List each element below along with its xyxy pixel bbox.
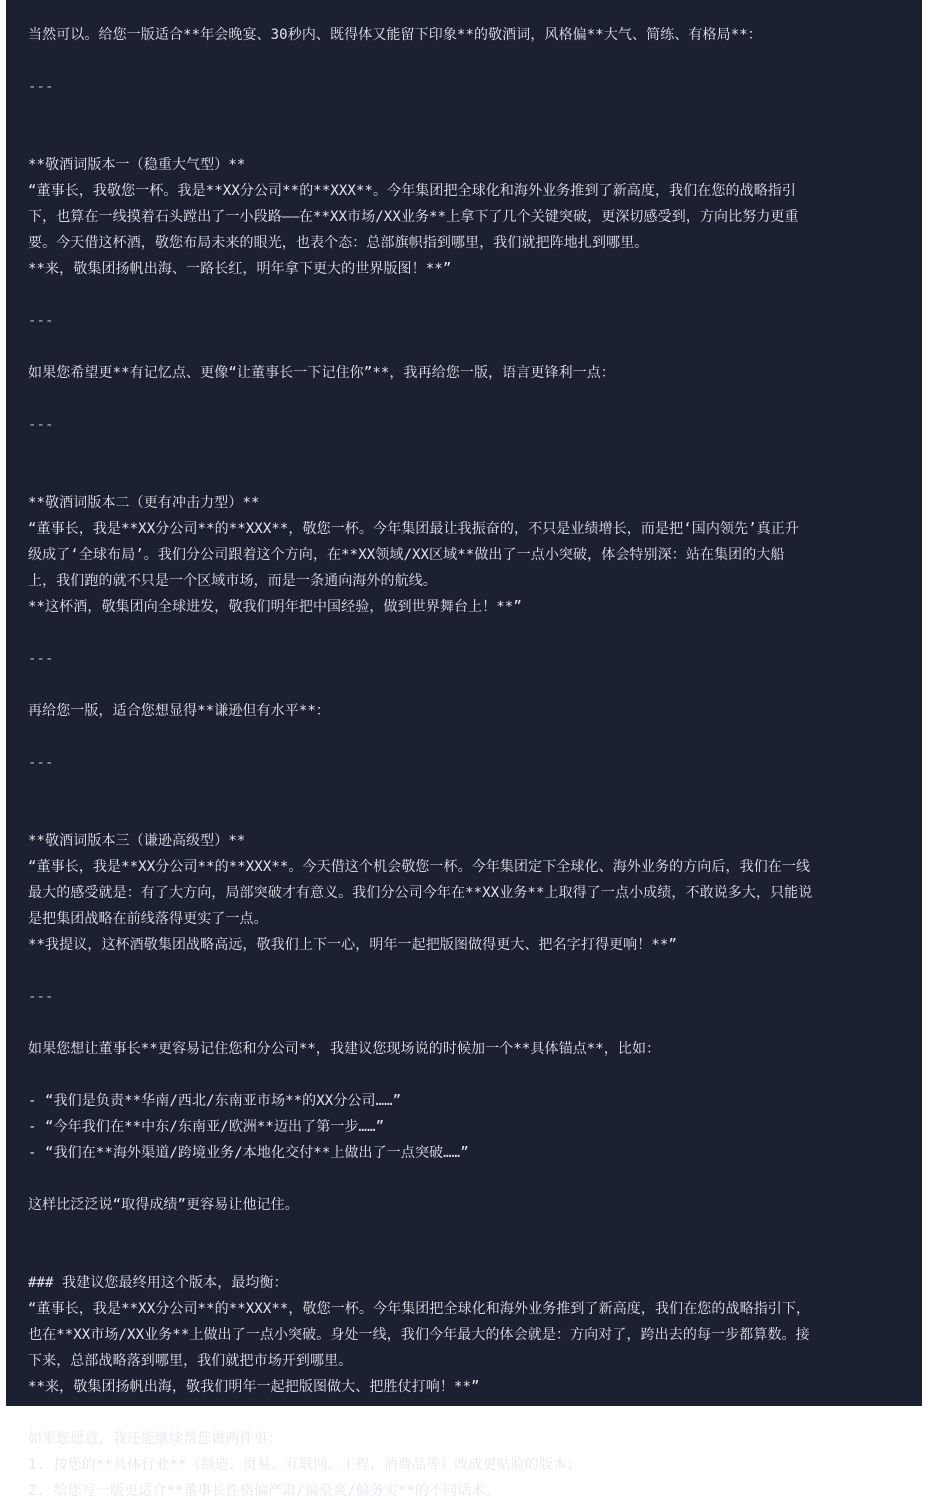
anchor-intro: 如果您想让董事长**更容易记住您和分公司**，我建议您现场说的时候加一个**具体锚点**，比如：	[28, 1041, 661, 1057]
v1-line: “董事长，我敬您一杯。我是**XX分公司**的**XXX**。今年集团把全球化和海外业务推到了新高度，我们在您的战略指引	[28, 183, 796, 199]
v2-line: “董事长，我是**XX分公司**的**XXX**，敬您一杯。今年集团最让我振奋的，不只是业绩增长，而是把‘国内领先’真正升	[28, 521, 799, 537]
anchor-item: - “今年我们在**中东/东南亚/欧洲**迈出了第一步……”	[28, 1119, 385, 1135]
offer-intro: 如果您愿意，我还能继续帮您做两件事：	[28, 1431, 282, 1447]
v3-line: 是把集团战略在前线落得更实了一点。	[28, 911, 268, 927]
v1-line: 要。今天借这杯酒，敬您布局未来的眼光，也表个态：总部旗帜指到哪里，我们就把阵地扎到哪里。	[28, 235, 649, 251]
v2-line: **这杯酒，敬集团向全球进发，敬我们明年把中国经验，做到世界舞台上！**”	[28, 599, 522, 615]
separator: ---	[28, 651, 54, 667]
mid-text-1: 如果您希望更**有记忆点、更像“让董事长一下记住你”**，我再给您一版，语言更锋利一点：	[28, 365, 615, 381]
anchor-outro: 这样比泛泛说“取得成绩”更容易让他记住。	[28, 1197, 299, 1213]
v2-line: 上，我们跑的就不只是一个区域市场，而是一条通向海外的航线。	[28, 573, 437, 589]
final-line: 下来，总部战略落到哪里，我们就把市场开到哪里。	[28, 1353, 353, 1369]
v3-line: “董事长，我是**XX分公司**的**XXX**。今天借这个机会敬您一杯。今年集团定下全球化、海外业务的方向后，我们在一线	[28, 859, 811, 875]
offer-item: 2. 给您写一版更适合**董事长性格偏严肃/偏豪爽/偏务实**的不同话术。	[28, 1483, 500, 1499]
anchor-item: - “我们在**海外渠道/跨境业务/本地化交付**上做出了一点突破……”	[28, 1145, 469, 1161]
separator: ---	[28, 417, 54, 433]
v2-title: **敬酒词版本二（更有冲击力型）**	[28, 495, 260, 511]
intro-text: 当然可以。给您一版适合**年会晚宴、30秒内、既得体又能留下印象**的敬酒词，风格偏**大气、简练、有格局**：	[28, 27, 762, 43]
final-line: 也在**XX市场/XX业务**上做出了一点小突破。身处一线，我们今年最大的体会就是：方向对了，跨出去的每一步都算数。接	[28, 1327, 810, 1343]
v3-title: **敬酒词版本三（谦逊高级型）**	[28, 833, 246, 849]
separator: ---	[28, 755, 54, 771]
anchor-item: - “我们是负责**华南/西北/东南亚市场**的XX分公司……”	[28, 1093, 402, 1109]
v2-line: 级成了‘全球布局’。我们分公司跟着这个方向，在**XX领域/XX区域**做出了一点小突破，体会特别深：站在集团的大船	[28, 547, 785, 563]
final-line: “董事长，我是**XX分公司**的**XXX**，敬您一杯。今年集团把全球化和海外业务推到了新高度，我们在您的战略指引下，	[28, 1301, 811, 1317]
separator: ---	[28, 79, 54, 95]
v1-line: **来，敬集团扬帆出海、一路长红，明年拿下更大的世界版图！**”	[28, 261, 452, 277]
separator: ---	[28, 989, 54, 1005]
offer-item: 1. 按您的**具体行业**（制造、贸易、互联网、工程、消费品等）改成更贴脸的版本；	[28, 1457, 582, 1473]
chat-message-panel	[6, 0, 922, 1499]
v1-line: 下，也算在一线摸着石头蹚出了一小段路——在**XX市场/XX业务**上拿下了几个关键突破，更深切感受到，方向比努力更重	[28, 209, 799, 225]
v3-line: 最大的感受就是：有了大方向，局部突破才有意义。我们分公司今年在**XX业务**上取得了一点小成绩，不敢说多大，只能说	[28, 885, 813, 901]
final-heading: ### 我建议您最终用这个版本，最均衡：	[28, 1275, 288, 1291]
final-line: **来，敬集团扬帆出海，敬我们明年一起把版图做大、把胜仗打响！**”	[28, 1379, 480, 1395]
mid-text-2: 再给您一版，适合您想显得**谦逊但有水平**：	[28, 703, 331, 719]
v3-line: **我提议，这杯酒敬集团战略高远，敬我们上下一心，明年一起把版图做得更大、把名字打得更响！**”	[28, 937, 677, 953]
v1-title: **敬酒词版本一（稳重大气型）**	[28, 157, 246, 173]
separator: ---	[28, 313, 54, 329]
